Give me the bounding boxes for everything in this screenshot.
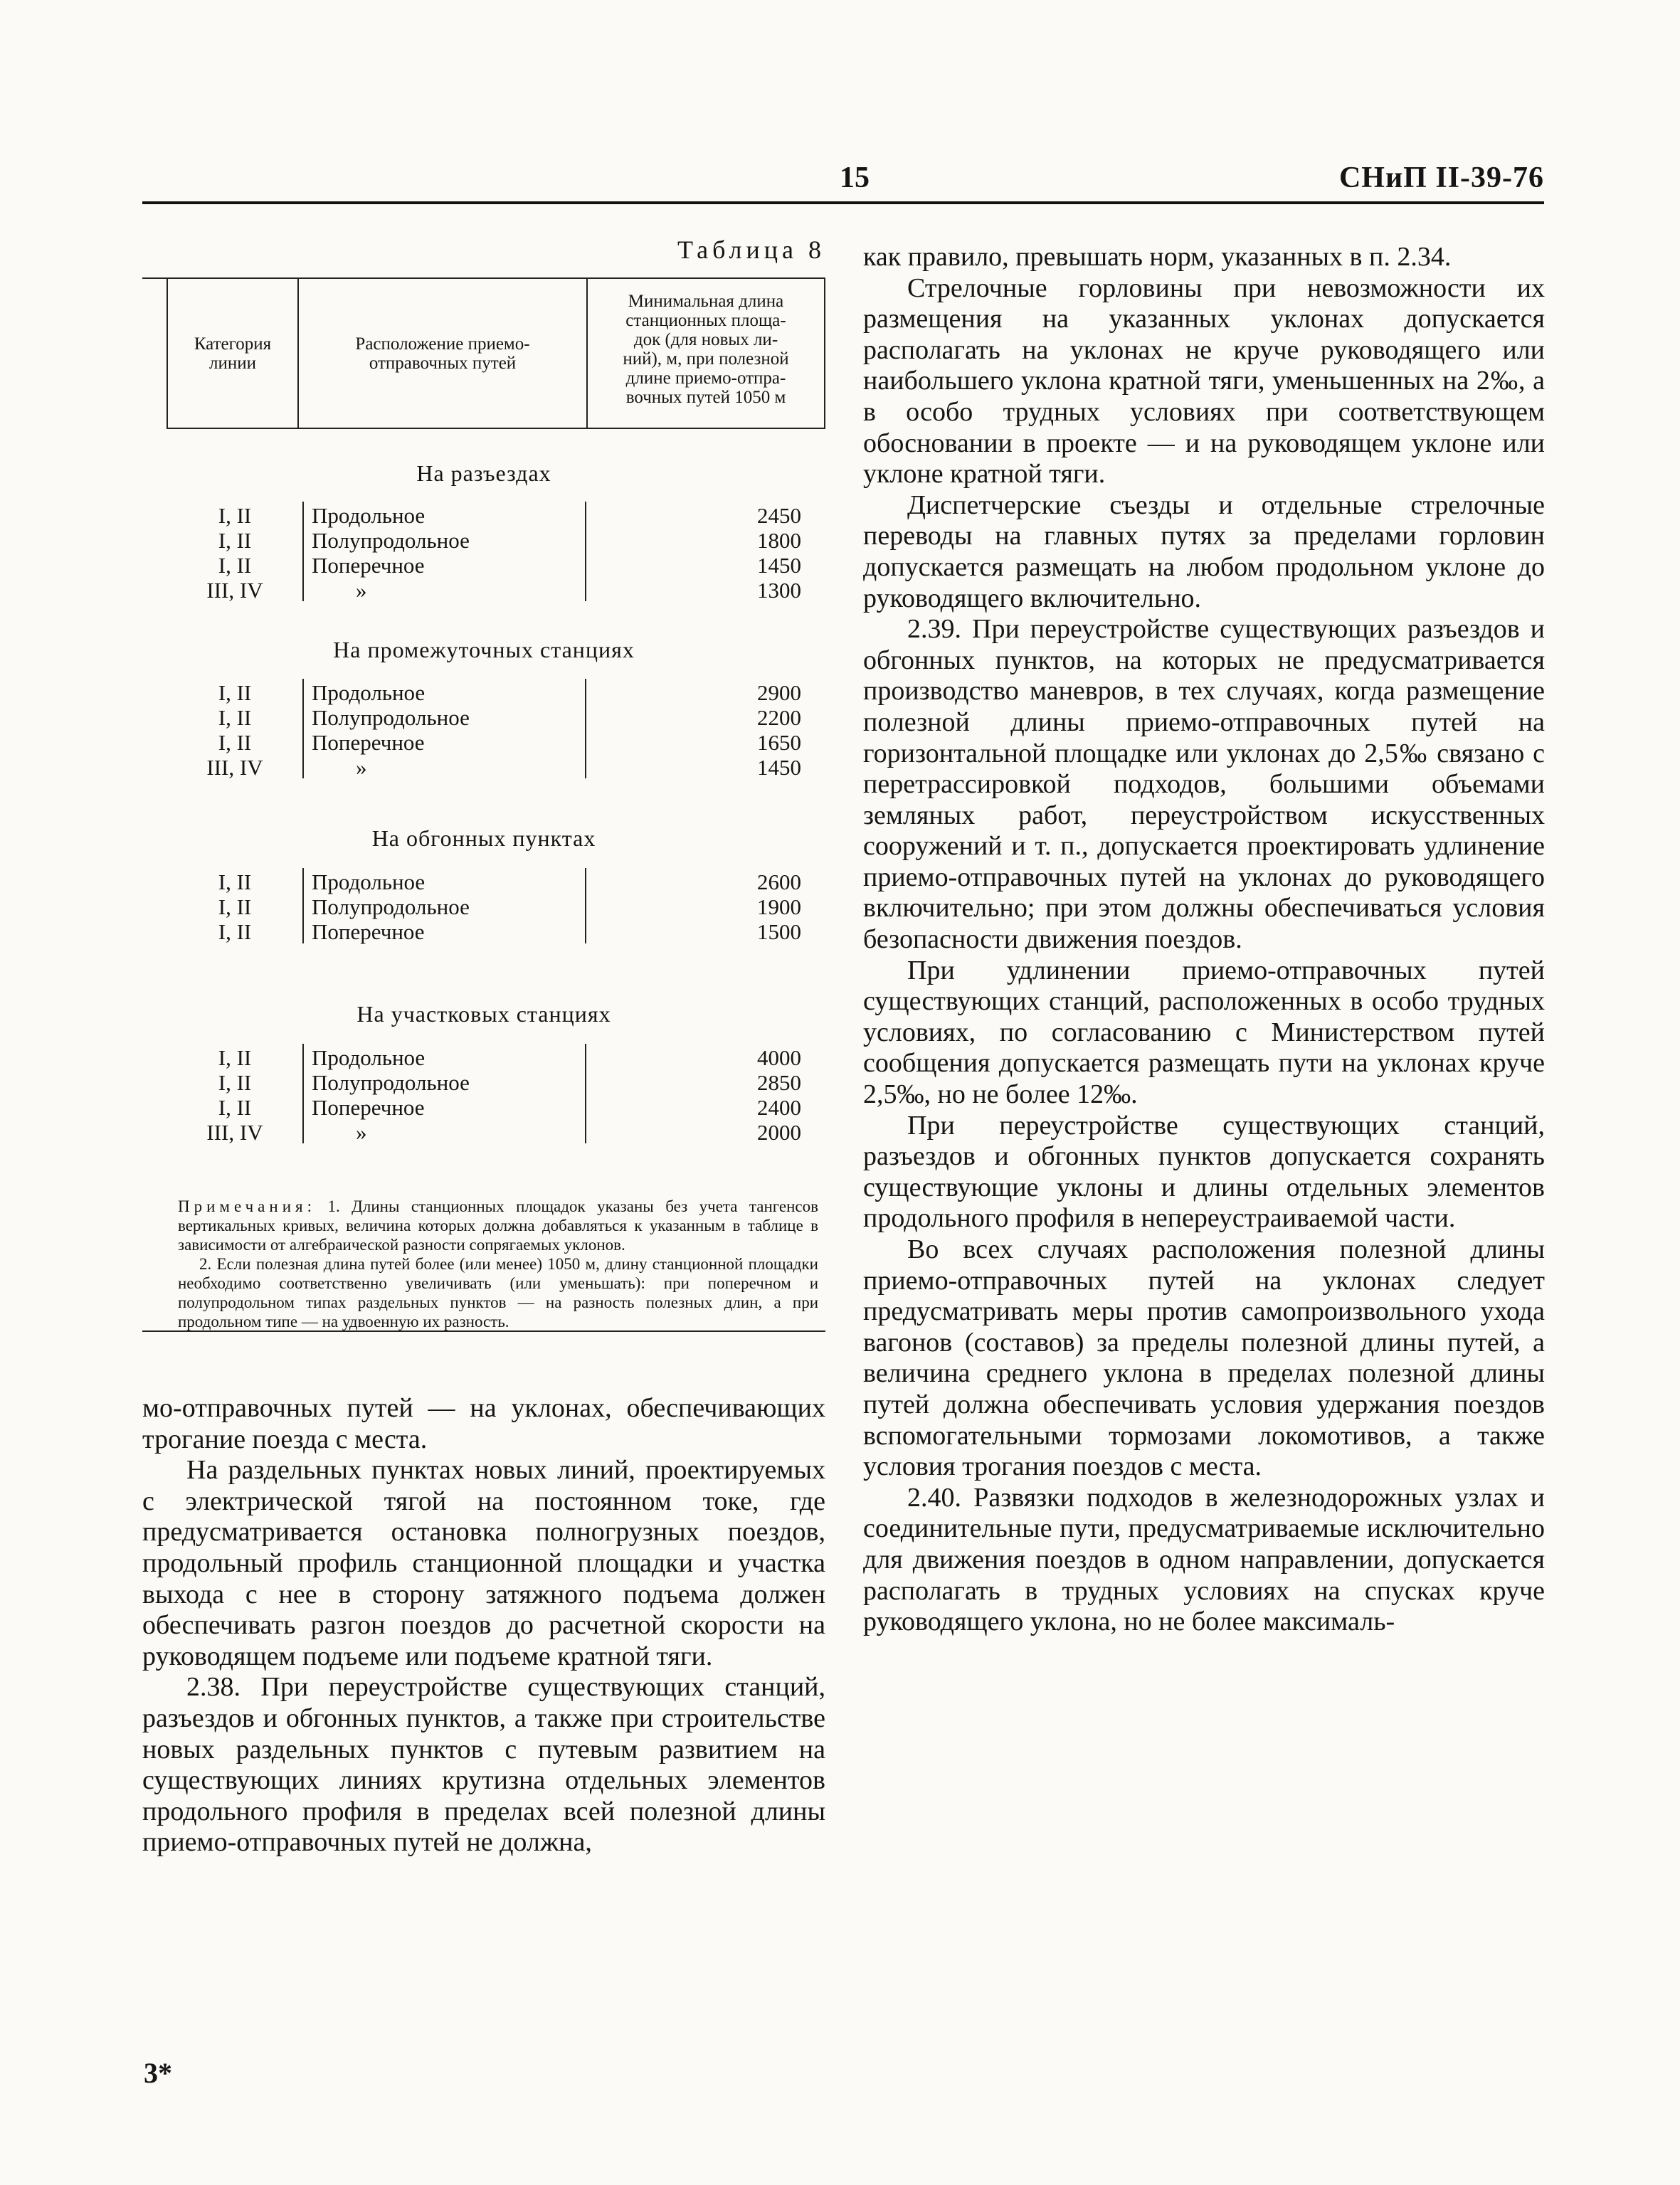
cell-value: 2200 [757, 705, 801, 730]
cell-value: 2900 [757, 680, 801, 705]
cell-category: I, II [218, 1045, 252, 1070]
note-2: 2. Если полезная длина путей более (или менее) 1050 м, длину станционной площадки необходимо соответственно увеличивать (или уменьшать): при поперечном и полупродольном типах раздельных пунктов — на разность полезных длин, а при продольном типе — на удвоенную их разность. [178, 1255, 818, 1330]
paragraph: На раздельных пунктах новых линий, проектируемых с электрической тягой на постоянном токе, где предусматривается остановка полногрузных поездов, продольный профиль станционной площадки и участка выхода с нее в сторону затяжного подъема должен обеспечивать разгон поездов до расчетной скорости на руководящем подъеме или подъеме кратной тяги. [142, 1455, 825, 1671]
cell-category: I, II [218, 730, 252, 755]
paragraph: Диспетчерские съезды и отдельные стрелочные переводы на главных путях за пределами горловин допускается размещать на любом продольном уклоне до руководящего включительно. [863, 490, 1545, 613]
cell-value: 1500 [757, 919, 801, 944]
note-1-text: 1. Длины станционных площадок указаны без учета тангенсов вертикальных кривых, величина которых должна добавляться к указанным в таблице в зависимости от алгебраической разности сопрягаемых уклонов. [178, 1197, 818, 1254]
table-row [142, 894, 825, 919]
table-row [142, 1120, 825, 1145]
notes-label: Примечания: [178, 1197, 316, 1215]
paragraph: как правило, превышать норм, указанных в п. 2.34. [863, 242, 1452, 272]
table-row [142, 503, 825, 528]
table-row [142, 528, 825, 553]
cell-category: I, II [218, 1095, 252, 1120]
clause-number: 2.40. [907, 1482, 961, 1513]
paragraph-text: При переустройстве существующих станций, разъездов и обгонных пунктов, а также при строительстве новых раздельных пунктов с путевым развитием на существующих линиях крутизна отдельных элементов продольного профиля в пределах всей полезной длины приемо-отправочных путей не должна, [142, 1672, 826, 1858]
cell-category: I, II [218, 503, 252, 528]
cell-category: III, IV [206, 755, 263, 780]
table-8 [142, 277, 825, 1332]
cell-category: I, II [218, 919, 252, 944]
cell-value: 1900 [757, 894, 801, 919]
section-title: На обгонных пунктах [371, 825, 596, 851]
cell-value: 2000 [757, 1120, 801, 1145]
cell-location: Полупродольное [312, 528, 470, 553]
header-rule [142, 201, 1544, 204]
table-notes [178, 1197, 818, 1331]
cell-value: 1450 [757, 553, 801, 578]
cell-category: I, II [218, 528, 252, 553]
note-1 [178, 1197, 818, 1254]
cell-value: 1300 [757, 578, 801, 603]
table-row [142, 1070, 825, 1095]
clause-number: 2.38. [186, 1672, 241, 1703]
cell-location: Поперечное [312, 553, 425, 578]
paragraph: мо-отправочных путей — на уклонах, обеспечивающих трогание поезда с места. [142, 1393, 825, 1454]
clause-number: 2.39. [907, 614, 961, 645]
cell-location: Поперечное [312, 919, 425, 944]
col-header-location: Расположение приемо- отправочных путей [355, 334, 530, 373]
cell-location: Продольное [312, 869, 426, 894]
cell-location: » [356, 755, 367, 780]
document-code: СНиП II-39-76 [1338, 162, 1544, 194]
table-row [142, 1045, 825, 1070]
table-caption: Таблица 8 [677, 236, 825, 264]
page-header [142, 161, 1544, 203]
cell-location: Поперечное [312, 1095, 425, 1120]
cell-category: III, IV [206, 578, 263, 603]
cell-location: » [356, 1120, 367, 1145]
col-header-length: Минимальная длина станционных площа- док (для новых ли- ний), м, при полезной длине приемо-отпра- вочных путей 1050 м [623, 292, 789, 407]
cell-category: I, II [218, 705, 252, 730]
cell-location: Продольное [312, 503, 426, 528]
section-title: На разъездах [416, 460, 551, 486]
cell-value: 4000 [757, 1045, 801, 1070]
paragraph [863, 614, 1545, 956]
col-header-category: Категория линии [194, 334, 272, 373]
cell-category: I, II [218, 869, 252, 894]
left-column [142, 235, 825, 1332]
cell-value: 2850 [757, 1070, 801, 1095]
cell-location: Поперечное [312, 730, 425, 755]
paragraph-text: При переустройстве существующих разъездов и обгонных пунктов, на которых не предусматривается производство маневров, в тех случаях, когда размещение полезной длины приемо-отправочных путей на горизонтальной площадке или уклонах до 2,5‰ связано с перетрассировкой подходов, большими объемами земляных работ, переустройством искусственных сооружений и т. п., допускается проектировать удлинение приемо-отправочных путей на уклонах до руководящего включительно; при этом должны обеспечиваться условия безопасности движения поездов. [863, 614, 1545, 955]
cell-value: 2600 [757, 869, 801, 894]
left-body-text [142, 1393, 825, 1858]
cell-location: Полупродольное [312, 705, 470, 730]
right-column [863, 242, 1545, 1638]
table-row [142, 680, 825, 705]
cell-value: 1450 [757, 755, 801, 780]
table-row [142, 553, 825, 578]
table-row [142, 755, 825, 780]
table-row [142, 919, 825, 944]
cell-value: 1650 [757, 730, 801, 755]
cell-location: Продольное [312, 680, 426, 705]
table-row [142, 578, 825, 603]
cell-location: Полупродольное [312, 1070, 470, 1095]
paragraph [142, 1672, 825, 1858]
cell-category: I, II [218, 680, 252, 705]
cell-category: I, II [218, 1070, 252, 1095]
paragraph [863, 1483, 1545, 1638]
table-header-rule [167, 428, 825, 429]
cell-value: 1800 [757, 528, 801, 553]
paragraph: Стрелочные горловины при невозможности их размещения на указанных уклонах допускается располагать на уклонах не круче руководящего или наибольшего уклона кратной тяги, уменьшенных на 2‰, а в особо трудных условиях при соответствующем обосновании в проекте — и на руководящем уклоне или уклоне кратной тяги. [863, 273, 1545, 490]
table-row [142, 705, 825, 730]
cell-value: 2400 [757, 1095, 801, 1120]
page-number: 15 [840, 162, 870, 194]
signature-mark: 3* [144, 2057, 172, 2089]
paragraph-text: Развязки подходов в железнодорожных узлах и соединительные пути, предусматриваемые исключительно для движения поездов в одном направлении, допускается располагать в трудных условиях на спусках круче руководящего уклона, но не более максималь- [863, 1482, 1546, 1637]
cell-category: I, II [218, 894, 252, 919]
table-row [142, 730, 825, 755]
table-rule-v [824, 279, 825, 428]
paragraph: При удлинении приемо-отправочных путей существующих станций, расположенных в особо трудных условиях, по согласованию с Министерством путей сообщения допускается размещать пути на уклонах круче 2,5‰, но не более 12‰. [863, 955, 1545, 1110]
cell-location: » [356, 578, 367, 603]
section-title: На промежуточных станциях [333, 637, 635, 662]
table-row [142, 1095, 825, 1120]
cell-location: Продольное [312, 1045, 426, 1070]
cell-value: 2450 [757, 503, 801, 528]
cell-category: III, IV [206, 1120, 263, 1145]
cell-location: Полупродольное [312, 894, 470, 919]
section-title: На участковых станциях [356, 1001, 611, 1027]
table-row [142, 869, 825, 894]
paragraph: При переустройстве существующих станций, разъездов и обгонных пунктов допускается сохранять существующие уклоны и длины отдельных элементов продольного профиля в непереустраиваемой части. [863, 1110, 1545, 1234]
paragraph: Во всех случаях расположения полезной длины приемо-отправочных путей на уклонах следует предусматривать меры против самопроизвольного ухода вагонов (составов) за пределы полезной длины путей, а величина среднего уклона в пределах полезной длины путей должна обеспечивать условия удержания поездов вспомогательными тормозами локомотивов, а также условия трогания поездов с места. [863, 1234, 1545, 1482]
cell-category: I, II [218, 553, 252, 578]
